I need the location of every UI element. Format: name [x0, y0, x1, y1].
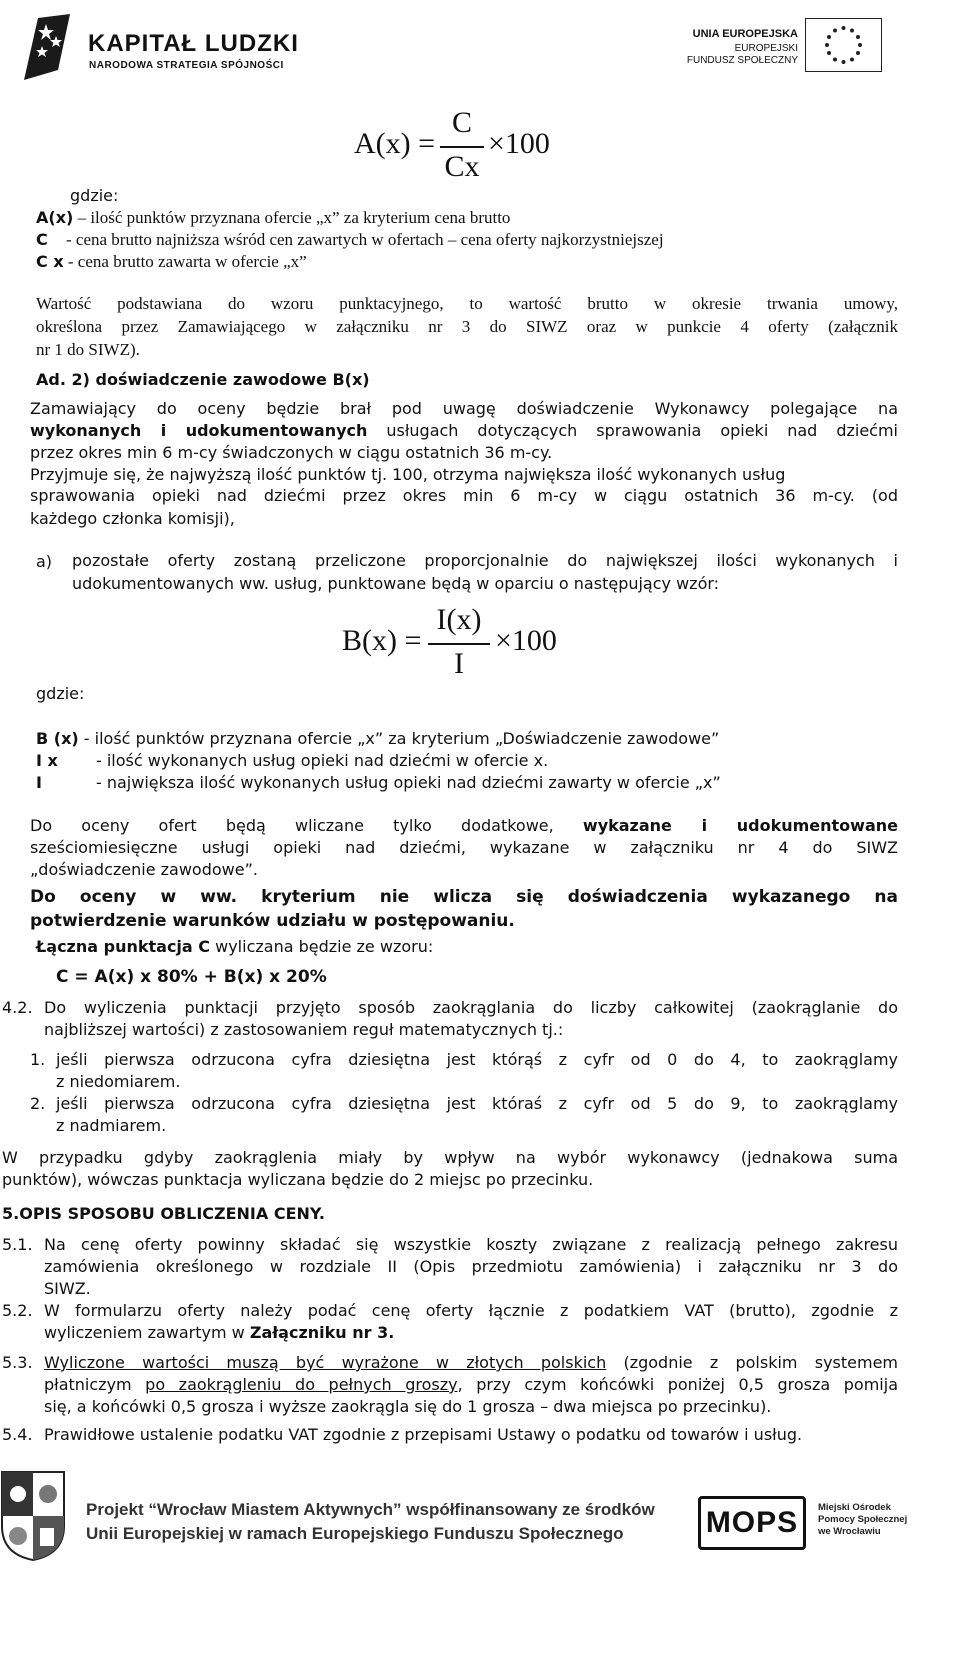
rounding-item-1-l2: z niedomiarem.: [56, 1072, 181, 1091]
section-52-l1: W formularzu oferty należy podać cenę oferty łącznie z podatkiem VAT (brutto), zgodnie z: [44, 1301, 898, 1320]
section-53-l1: [44, 1351, 898, 1374]
definition-a-x: [36, 208, 510, 228]
definition-key: C: [36, 230, 48, 249]
eu-flag-icon: [805, 18, 882, 72]
section-b-p1-l1: Zamawiający do oceny będzie brał pod uwagę doświadczenie Wykonawcy polegające na: [30, 399, 898, 418]
definition-key: I x: [36, 751, 58, 770]
item-a-l2: udokumentowanych ww. usług, punktowane będą w oparciu o następujący wzór:: [72, 574, 720, 593]
definition-key: I: [36, 773, 42, 792]
text-phrase: płatniczym: [44, 1375, 146, 1394]
gdzie-label-1: gdzie:: [70, 186, 119, 205]
definition-text: – ilość punktów przyznana ofercie „x” za kryterium cena brutto: [73, 208, 511, 227]
definition-key: B (x): [36, 729, 79, 748]
header-left-title: KAPITAŁ LUDZKI: [88, 30, 299, 57]
section-42-para-l2: punktów), wówczas punktacja wyliczana będzie do 2 miejsc po przecinku.: [2, 1170, 594, 1189]
section-42-para-l1: W przypadku gdyby zaokrąglenia miały by wpływ na wybór wykonawcy (jednakowa suma: [2, 1148, 898, 1167]
definition-text: - ilość wykonanych usług opieki nad dziećmi w ofercie x.: [96, 751, 549, 770]
section-54-l1: Prawidłowe ustalenie podatku VAT zgodnie z przepisami Ustawy o podatku od towarów i usług.: [44, 1425, 803, 1444]
section-42-l1: Do wyliczenia punktacji przyjęto sposób zaokrąglania do liczby całkowitej (zaokrąglanie do: [44, 998, 898, 1017]
definition-i-x: [36, 751, 548, 771]
paragraph-value-l1: Wartość podstawiana do wzoru punktacyjnego, to wartość brutto w okresie trwania umowy,: [36, 294, 898, 313]
definition-key: A(x): [36, 208, 74, 227]
text-phrase: Do oceny ofert będą wliczane tylko dodatkowe,: [30, 816, 583, 835]
header-left-subtitle: NARODOWA STRATEGIA SPÓJNOŚCI: [89, 60, 284, 71]
section-51-l3: SIWZ.: [44, 1279, 91, 1298]
section-b-p3-l3: „doświadczenie zawodowe”.: [30, 860, 258, 879]
bold-phrase: Załączniku nr 3.: [249, 1323, 395, 1342]
definition-c: [36, 230, 664, 250]
definition-cx: [36, 252, 307, 272]
section-52-number: 5.2.: [2, 1301, 33, 1320]
definition-b-x: [36, 729, 719, 749]
section-b-p1-l2: [30, 419, 898, 442]
header-right-line3: FUNDUSZ SPOŁECZNY: [686, 55, 798, 66]
section-51-number: 5.1.: [2, 1235, 33, 1254]
rounding-item-2-l1: jeśli pierwsza odrzucona cyfra dziesiętna jest któraś z cyfr od 5 do 9, to zaokrąglamy: [56, 1094, 898, 1113]
text-phrase: wyliczeniem zawartym w: [44, 1323, 250, 1342]
gdzie-label-2: gdzie:: [36, 684, 85, 703]
formula-a-fraction-bar: [440, 146, 484, 148]
formula-b-multiplier: ×100: [495, 624, 557, 657]
bold-phrase: Łączna punktacja C: [36, 937, 211, 956]
section-51-l1: Na cenę oferty powinny składać się wszystkie koszty związane z realizacją pełnego zakresu: [44, 1235, 898, 1254]
kapital-ludzki-logo-icon: [18, 10, 76, 82]
section-53-l2: [44, 1373, 898, 1396]
formula-b-numerator: I(x): [436, 603, 482, 636]
section-52-l2: [44, 1323, 394, 1343]
section-5-heading: 5.OPIS SPOSOBU OBLICZENIA CENY.: [2, 1204, 325, 1223]
mops-name-l2: Pomocy Społecznej: [818, 1514, 908, 1525]
header-right-line1: UNIA EUROPEJSKA: [692, 28, 798, 40]
section-b-p2-l1: Przyjmuje się, że najwyższą ilość punktów tj. 100, otrzyma największa ilość wykonanych usług: [30, 465, 786, 484]
rounding-item-2-number: 2.: [30, 1094, 46, 1113]
footer-project-line1: Projekt “Wrocław Miastem Aktywnych” współfinansowany ze środków: [86, 1500, 655, 1519]
section-53-number: 5.3.: [2, 1353, 33, 1372]
section-42-l2: najbliższej wartości) z zastosowaniem reguł matematycznych tj.:: [44, 1020, 564, 1039]
bold-phrase: wykonanych i udokumentowanych: [30, 421, 368, 440]
total-score-line: [36, 937, 433, 957]
text-phrase: wyliczana będzie ze wzoru:: [210, 937, 434, 956]
section-b-p2-l2: sprawowania opieki nad dziećmi przez okres min 6 m-cy w ciągu ostatnich 36 m-cy. (od: [30, 486, 898, 505]
section-b-p4-l1: Do oceny w ww. kryterium nie wlicza się doświadczenia wykazanego na: [30, 887, 898, 907]
section-54-number: 5.4.: [2, 1425, 33, 1444]
wroclaw-crest-icon: [0, 1470, 66, 1562]
mops-name-l1: Miejski Ośrodek: [818, 1502, 891, 1513]
section-53-l3: się, a końcówki 0,5 grosza i wyższe zaokrągla się do 1 grosza – dwa miejsca po przecinku).: [44, 1397, 772, 1416]
section-b-p2-l3: każdego członka komisji),: [30, 509, 235, 528]
rounding-item-1-l1: jeśli pierwsza odrzucona cyfra dziesiętna jest którąś z cyfr od 0 do 4, to zaokrąglamy: [56, 1050, 898, 1069]
formula-a-denominator: Cx: [444, 150, 480, 183]
mops-logo-icon: [698, 1496, 806, 1550]
definition-i: [36, 773, 721, 793]
underlined-phrase: Wyliczone wartości muszą być wyrażone w złotych polskich: [44, 1353, 607, 1372]
definition-key: C x: [36, 252, 64, 271]
definition-text: - cena brutto najniższa wśród cen zawartych w ofertach – cena oferty najkorzystniejszej: [66, 230, 664, 249]
item-a-l1: pozostałe oferty zostaną przeliczone proporcjonalnie do największej ilości wykonanych i: [72, 551, 898, 570]
footer-project-line2: Unii Europejskiej w ramach Europejskiego Funduszu Społecznego: [86, 1524, 624, 1543]
section-b-heading: Ad. 2) doświadczenie zawodowe B(x): [36, 370, 370, 389]
rounding-item-2-l2: z nadmiarem.: [56, 1116, 167, 1135]
mops-name: [818, 1502, 907, 1538]
mops-name-l3: we Wrocławiu: [818, 1526, 881, 1537]
formula-a-multiplier: ×100: [488, 127, 550, 160]
mops-logo-text: MOPS: [705, 1506, 799, 1539]
formula-a-numerator: C: [451, 106, 472, 139]
section-b-p3-l2: sześciomiesięczne usługi opieki nad dziećmi, wykazane w załączniku nr 4 do SIWZ: [30, 838, 898, 857]
section-b-p3-l1: [30, 814, 898, 837]
formula-b-fraction-bar: [428, 643, 490, 645]
item-a-label: a): [36, 552, 53, 571]
formula-b-lhs: B(x) =: [342, 624, 422, 657]
formula-a-lhs: A(x) =: [354, 127, 436, 160]
paragraph-value-l2: określona przez Zamawiającego w załączniku nr 3 do SIWZ oraz w punkcie 4 oferty (załącznik: [36, 317, 898, 336]
text-phrase: usługach dotyczących sprawowania opieki nad dziećmi: [367, 421, 898, 440]
text-phrase: (zgodnie z polskim systemem: [606, 1353, 899, 1372]
text-phrase: , przy czym końcówki poniżej 0,5 grosza pomija: [457, 1375, 898, 1394]
section-b-p1-l3: przez okres min 6 m-cy świadczonych w ciągu ostatnich 36 m-cy.: [30, 443, 553, 462]
bold-phrase: wykazane i udokumentowane: [582, 816, 898, 835]
definition-text: - cena brutto zawarta w ofercie „x”: [63, 252, 307, 271]
rounding-item-1-number: 1.: [30, 1050, 46, 1069]
paragraph-value-l3: nr 1 do SIWZ).: [36, 340, 140, 359]
total-score-formula: C = A(x) x 80% + B(x) x 20%: [56, 967, 327, 987]
section-42-number: 4.2.: [2, 998, 33, 1017]
section-51-l2: zamówienia określonego w rozdziale II (Opis przedmiotu zamówienia) i załączniku nr 3 do: [44, 1257, 898, 1276]
definition-text: - największa ilość wykonanych usług opieki nad dziećmi zawarty w ofercie „x”: [96, 773, 721, 792]
formula-b-denominator: I: [454, 647, 464, 680]
header-right-line2: EUROPEJSKI: [734, 43, 798, 54]
definition-text: - ilość punktów przyznana ofercie „x” za kryterium „Doświadczenie zawodowe”: [78, 729, 720, 748]
underlined-phrase: po zaokrągleniu do pełnych groszy: [145, 1375, 458, 1394]
section-b-p4-l2: potwierdzenie warunków udziału w postępowaniu.: [30, 911, 515, 931]
